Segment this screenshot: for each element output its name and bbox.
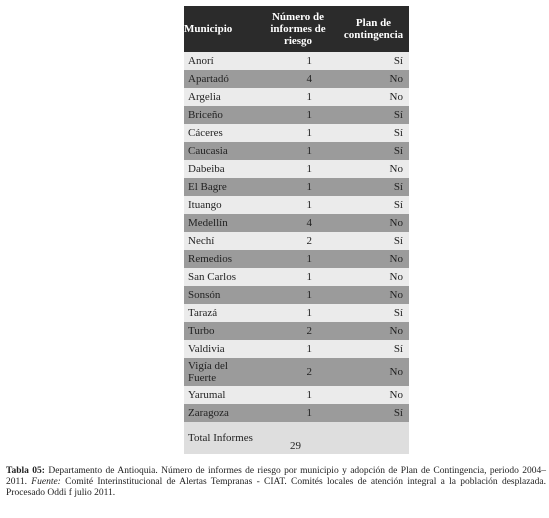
table-row [184, 232, 409, 250]
cell-numero: 4 [258, 70, 338, 88]
header-plan-contingencia: Plan de contingencia [338, 6, 409, 52]
cell-municipio: Anorí [184, 52, 258, 70]
cell-plan: Sí [338, 404, 409, 422]
table-header-row [184, 6, 409, 52]
table-row [184, 70, 409, 88]
table-row [184, 214, 409, 232]
cell-municipio: San Carlos [184, 268, 258, 286]
table-row [184, 286, 409, 304]
table-row [184, 142, 409, 160]
total-row [184, 422, 409, 454]
cell-municipio: Dabeiba [184, 160, 258, 178]
cell-plan: Sí [338, 142, 409, 160]
table-row [184, 250, 409, 268]
cell-plan: No [338, 358, 409, 386]
cell-municipio: Remedios [184, 250, 258, 268]
table-row [184, 178, 409, 196]
table-row [184, 88, 409, 106]
cell-numero: 1 [258, 106, 338, 124]
cell-municipio: Ituango [184, 196, 258, 214]
cell-numero: 1 [258, 268, 338, 286]
cell-plan: Sí [338, 340, 409, 358]
cell-plan: No [338, 286, 409, 304]
caption-label: Tabla 05: [6, 466, 45, 476]
table-row [184, 268, 409, 286]
cell-plan: No [338, 88, 409, 106]
table-row [184, 124, 409, 142]
cell-numero: 1 [258, 52, 338, 70]
cell-numero: 1 [258, 160, 338, 178]
table-row [184, 52, 409, 70]
table-row [184, 322, 409, 340]
cell-municipio: Caucasia [184, 142, 258, 160]
cell-numero: 1 [258, 386, 338, 404]
table-caption [6, 466, 546, 499]
cell-numero: 2 [258, 358, 338, 386]
cell-municipio: Vigía del Fuerte [184, 358, 258, 386]
cell-numero: 2 [258, 232, 338, 250]
caption-source-label: Fuente: [31, 477, 61, 487]
total-value: 29 [258, 422, 338, 454]
cell-plan: Sí [338, 52, 409, 70]
cell-numero: 1 [258, 250, 338, 268]
cell-municipio: Turbo [184, 322, 258, 340]
cell-plan: No [338, 268, 409, 286]
cell-numero: 1 [258, 142, 338, 160]
caption-text-2: Comité Interinstitucional de Alertas Tempranas - CIAT. Comités locales de atención integral a la población desplazada. Procesado Oddi f julio 2011. [6, 477, 546, 498]
cell-municipio: Cáceres [184, 124, 258, 142]
cell-municipio: Zaragoza [184, 404, 258, 422]
table-body [184, 52, 409, 454]
cell-municipio: Medellín [184, 214, 258, 232]
cell-municipio: Apartadó [184, 70, 258, 88]
header-municipio: Municipio [184, 6, 258, 52]
cell-numero: 1 [258, 286, 338, 304]
cell-municipio: El Bagre [184, 178, 258, 196]
cell-numero: 4 [258, 214, 338, 232]
table-row [184, 358, 409, 386]
cell-municipio: Nechí [184, 232, 258, 250]
cell-municipio: Briceño [184, 106, 258, 124]
cell-plan: Sí [338, 106, 409, 124]
cell-municipio: Tarazá [184, 304, 258, 322]
cell-plan: No [338, 70, 409, 88]
cell-municipio: Argelia [184, 88, 258, 106]
cell-plan: Sí [338, 196, 409, 214]
cell-numero: 1 [258, 196, 338, 214]
total-label: Total Informes [184, 422, 258, 454]
cell-numero: 1 [258, 124, 338, 142]
cell-plan: No [338, 322, 409, 340]
cell-numero: 1 [258, 340, 338, 358]
cell-numero: 1 [258, 304, 338, 322]
cell-municipio: Sonsón [184, 286, 258, 304]
cell-numero: 1 [258, 404, 338, 422]
cell-numero: 2 [258, 322, 338, 340]
table-row [184, 106, 409, 124]
cell-plan: No [338, 386, 409, 404]
header-numero-informes: Número de informes de riesgo [258, 6, 338, 52]
cell-municipio: Valdivia [184, 340, 258, 358]
total-empty [338, 422, 409, 454]
caption-text-1: Departamento de Antioquia. Número de informes de riesgo por municipio y adopción de Plan de Contingencia, periodo 2004–2011. [6, 466, 546, 487]
cell-municipio: Yarumal [184, 386, 258, 404]
cell-plan: Sí [338, 178, 409, 196]
cell-numero: 1 [258, 88, 338, 106]
risk-reports-table [184, 6, 409, 454]
cell-plan: No [338, 214, 409, 232]
table-row [184, 196, 409, 214]
table-row [184, 160, 409, 178]
cell-plan: No [338, 160, 409, 178]
cell-plan: No [338, 250, 409, 268]
cell-plan: Sí [338, 232, 409, 250]
table-row [184, 304, 409, 322]
table-row [184, 340, 409, 358]
cell-plan: Sí [338, 304, 409, 322]
cell-numero: 1 [258, 178, 338, 196]
table-row [184, 386, 409, 404]
table-row [184, 404, 409, 422]
cell-plan: Sí [338, 124, 409, 142]
